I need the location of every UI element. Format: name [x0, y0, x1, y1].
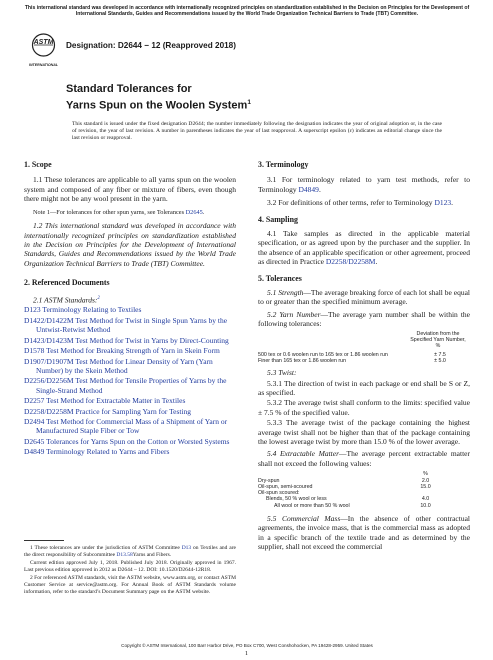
title-line-2: Yarns Spun on the Woolen System$^1$: [66, 99, 251, 112]
refdocs-heading: 2. Referenced Documents: [24, 278, 110, 288]
logo-subtext: INTERNATIONAL: [28, 63, 59, 67]
reference-title: Terminology Relating to Textiles: [42, 305, 142, 315]
reference-item: [24, 336, 236, 345]
yarn-table-row: [258, 358, 470, 364]
footnote-1-edition: Current edition approved July 1, 2018. Published July 2018. Originally approved in 1967. Last previous edition approved in 2012 as D2644 – 12. DOI: 10.1520/D2644-12R18.: [24, 560, 236, 573]
yarn-row-label: 500 tex or 0.6 woolen run to 165 tex or 1.86 woolen run: [258, 351, 388, 358]
footnote-link-d13[interactable]: D13: [181, 545, 192, 551]
right-column: [258, 160, 470, 552]
terminology-heading: 3. Terminology: [258, 160, 309, 169]
page-number: 1: [244, 650, 249, 657]
link-d123[interactable]: D123: [434, 198, 452, 208]
scope-1-1: 1.1 These tolerances are applicable to all yarns spun on the woolen system and composed of any fiber or mixture of fibers, even though there might not be any wool present in the yarn.: [24, 175, 236, 204]
yarn-row-value: ± 5.0: [434, 357, 446, 364]
tolerance-5-3-3: 5.3.3 The average twist of the package containing the highest average twist shall not be higher than that of the package containing the lowest average twist by more than 15.0 % of the lower average.: [258, 418, 470, 447]
scope-1-2: 1.2 This international standard was developed in accordance with internationally recognized principles on standardization established in the Decision on Principles for the Development of International Standards, Guides and Recommendations issued by the World Trade Organization Technical Barriers to Trade (TBT) Committee.: [24, 221, 236, 268]
wto-notice: This international standard was developed in accordance with internationally recognized principles on standardization established in the Decision on Principles for the Development of International Standards, Guides and Recommendations issued by the World Trade Organization Technical Barriers to Trade (TBT) Committee.: [24, 5, 470, 18]
reference-item: [24, 447, 236, 456]
reference-title: Test Method for Linear Density of Yarn (Yarn Number) by the Skein Method: [36, 356, 213, 375]
reference-item: [24, 357, 236, 376]
extract-row-value: 2.0: [421, 477, 430, 484]
scope-note: Note 1—For tolerances for other spun yarns, see Tolerances D2645.: [33, 208, 205, 216]
terminology-3-1: 3.1 For terminology related to yarn test methods, refer to Terminology D4849.: [258, 175, 470, 194]
reference-item: [24, 437, 236, 446]
extract-row-value: 10.0: [420, 502, 431, 509]
document-title: [66, 82, 251, 113]
left-column: [24, 160, 236, 457]
reference-title: Test Method for Tensile Properties of Yarns by the Single-Strand Method: [36, 376, 227, 395]
reference-code-link[interactable]: D123: [24, 305, 41, 315]
reference-title: Test Method for Extractable Matter in Textiles: [46, 396, 186, 406]
refdocs-footnote-marker: 2: [97, 295, 100, 301]
extract-row-label: Oil-spun scoured:: [258, 490, 300, 497]
reference-item: [24, 305, 236, 314]
refdocs-sub: 2.1 ASTM Standards:$^2$: [33, 295, 100, 305]
reference-title: Test Method for Breaking Strength of Yarn in Skein Form: [46, 346, 220, 356]
extract-row-value: 4.0: [421, 496, 430, 503]
reference-code-link[interactable]: D2645: [24, 436, 45, 446]
link-d4849[interactable]: D4849: [298, 184, 319, 194]
logo-text: ASTM: [33, 39, 54, 46]
sampling-heading: 4. Sampling: [258, 214, 298, 224]
tolerance-5-3-1: 5.3.1 The direction of twist in each package or end shall be S or Z, as specified.: [258, 378, 470, 397]
scope-heading: 1. Scope: [24, 160, 52, 169]
tolerance-5-1: 5.1 Strength—The average breaking force of each lot shall be equal to or greater than the specified minimum average.: [258, 288, 470, 307]
reference-item: [24, 376, 236, 395]
title-line-1: Standard Tolerances for: [66, 83, 192, 95]
reference-code-link[interactable]: D4849: [24, 447, 45, 457]
intro-paragraph: This standard is issued under the fixed designation D2644; the number immediately following the designation indicates the year of original adoption or, in the case of revision, the year of last revision. A number in parentheses indicates the year of last reapproval. A superscript epsilon (ε) indicates an editorial change since the last revision or reapproval.: [72, 121, 442, 141]
reference-code-link[interactable]: D2256/D2256M: [24, 376, 74, 386]
reference-title: Test Method for Commercial Mass of a Shipment of Yarn or Manufactured Staple Fiber or Tow: [36, 416, 228, 436]
reference-item: [24, 407, 236, 416]
tolerance-5-3: 5.3 Twist:: [267, 368, 297, 378]
extract-row-value: 15.0: [420, 483, 431, 490]
reference-code-link[interactable]: D1422/D1422M: [24, 315, 74, 325]
yarn-row-value: ± 7.5: [434, 351, 446, 358]
reference-code-link[interactable]: D2257: [24, 396, 45, 406]
note-link-d2645[interactable]: D2645: [185, 208, 203, 216]
extract-table-unit: %: [423, 471, 428, 478]
reference-item: [24, 417, 236, 436]
reference-code-link[interactable]: D1907/D1907M: [24, 356, 74, 366]
reference-code-link[interactable]: D2258/D2258M: [24, 406, 74, 416]
reference-code-link[interactable]: D1423/D1423M: [24, 335, 74, 345]
footnote-1: 1 These tolerances are under the jurisdiction of ASTM Committee D13 on Textiles and are the direct responsibility of Subcommittee D13.58Yarns and Fibers.: [24, 545, 236, 558]
yarn-table-header: Deviation from the Specified Yarn Number, %: [410, 330, 466, 350]
footnotes: [24, 545, 236, 597]
extractable-table: [258, 471, 470, 509]
reference-title: Test Method for Twist in Yarns by Direct-Counting: [75, 335, 229, 345]
tolerance-5-3-2: 5.3.2 The average twist shall conform to the limits: specified value ± 7.5 % of the specified value.: [258, 398, 470, 417]
footnote-link-d13-58[interactable]: D13.58: [116, 551, 133, 558]
yarn-row-label: Finer than 165 tex or 1.86 woolen run: [258, 357, 347, 364]
reference-item: [24, 346, 236, 355]
footnote-2: 2 For referenced ASTM standards, visit the ASTM website, www.astm.org, or contact ASTM Customer Service at service@astm.org. For Annual Book of ASTM Standards volume information, refer to the standard’s Document Summary page on the ASTM website.: [24, 575, 236, 595]
reference-item: [24, 316, 236, 335]
copyright-line: Copyright © ASTM International, 100 Barr Harbor Drive, PO Box C700, West Conshohocken, PA 19428-2959. United States: [121, 643, 373, 648]
terminology-3-2: 3.2 For definitions of other terms, refer to Terminology D123.: [267, 198, 453, 208]
reference-code-link[interactable]: D2494: [24, 416, 45, 426]
yarn-number-table: [258, 331, 470, 364]
astm-logo: [28, 33, 59, 73]
extract-row-label: Blends, 50 % wool or less: [266, 496, 327, 503]
footnote-rule: [24, 540, 64, 541]
extract-row-label: Dry-spun: [258, 477, 280, 484]
reference-title: Terminology Related to Yarns and Fibers: [46, 447, 170, 457]
reference-code-link[interactable]: D1578: [24, 346, 45, 356]
extract-row-label: All wool or more than 50 % wool: [274, 502, 350, 509]
tolerances-heading: 5. Tolerances: [258, 273, 302, 283]
reference-list: [24, 305, 236, 456]
tolerance-5-2: 5.2 Yarn Number—The average yarn number shall be within the following tolerances:: [258, 309, 470, 329]
reference-title: Test Method for Twist in Single Spun Yarns by the Untwist-Retwist Method: [36, 315, 228, 335]
extract-row-label: Oil-spun, semi-scoured: [258, 483, 313, 490]
tolerance-5-5: 5.5 Commercial Mass—In the absence of other contractual agreements, the invoice mass, that is the commercial mass as adopted in a specific branch of the textile trade and as determined by the supplier, shall not exceed the commercial: [258, 514, 470, 552]
link-d2258[interactable]: D2258/D2258M: [325, 257, 376, 267]
title-footnote-marker: 1: [247, 99, 251, 106]
tolerance-5-4: 5.4 Extractable Matter—The average percent extractable matter shall not exceed the following values:: [258, 449, 470, 468]
reference-title: Practice for Sampling Yarn for Testing: [75, 406, 192, 416]
reference-title: Tolerances for Yarns Spun on the Cotton or Worsted Systems: [46, 436, 230, 446]
designation: Designation: D2644 − 12 (Reapproved 2018): [66, 41, 236, 50]
reference-item: [24, 396, 236, 405]
extract-table-row: [258, 503, 470, 509]
sampling-4-1: 4.1 Take samples as directed in the applicable material specification, or as agreed upon by the purchaser and the supplier. In the absence of an applicable specification or other agreement, proceed as directed in Practice D2258/D2258M.: [258, 229, 470, 267]
